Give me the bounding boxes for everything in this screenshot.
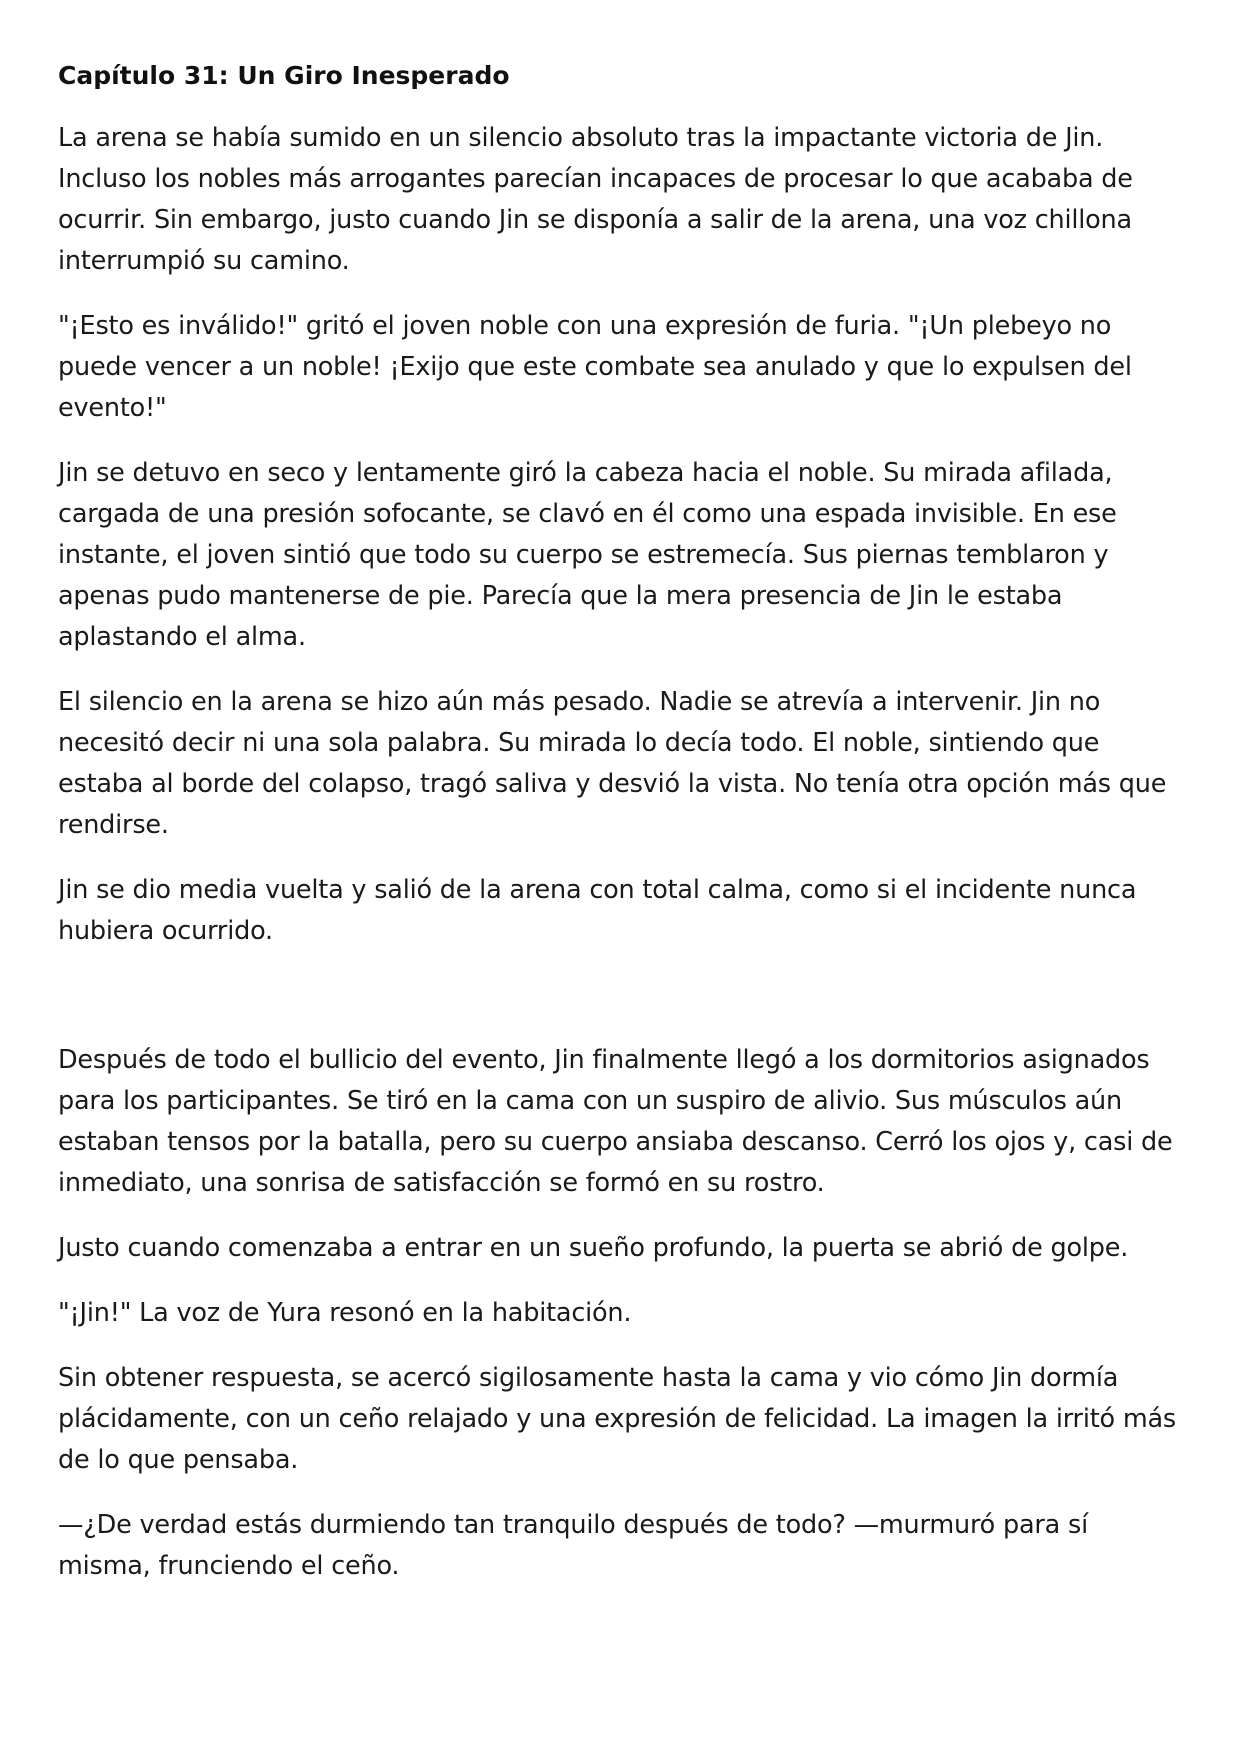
chapter-title: Capítulo 31: Un Giro Inesperado <box>58 61 510 90</box>
paragraph: —¿De verdad estás durmiendo tan tranquilo después de todo? —murmuró para sí misma, frunciendo el ceño. <box>58 1510 1088 1581</box>
paragraph: La arena se había sumido en un silencio absoluto tras la impactante victoria de Jin. Incluso los nobles más arrogantes parecían incapaces de procesar lo que acababa de ocurrir. Sin embargo, justo cuando Jin se disponía a salir de la arena, una voz chillona interrumpió su camino. <box>58 123 1133 276</box>
paragraph: Justo cuando comenzaba a entrar en un sueño profundo, la puerta se abrió de golpe. <box>58 1233 1129 1263</box>
scene-break <box>58 976 1188 1040</box>
paragraph: El silencio en la arena se hizo aún más pesado. Nadie se atrevía a intervenir. Jin no necesitó decir ni una sola palabra. Su mirada lo decía todo. El noble, sintiendo que estaba al borde del colapso, tragó saliva y desvió la vista. No tenía otra opción más que rendirse. <box>58 687 1167 840</box>
document-page <box>58 58 1188 1611</box>
paragraph: "¡Jin!" La voz de Yura resonó en la habitación. <box>58 1298 632 1328</box>
paragraph: Jin se dio media vuelta y salió de la arena con total calma, como si el incidente nunca hubiera ocurrido. <box>58 875 1137 946</box>
paragraph: "¡Esto es inválido!" gritó el joven noble con una expresión de furia. "¡Un plebeyo no puede vencer a un noble! ¡Exijo que este combate sea anulado y que lo expulsen del evento!" <box>58 311 1132 423</box>
paragraph: Jin se detuvo en seco y lentamente giró la cabeza hacia el noble. Su mirada afilada, cargada de una presión sofocante, se clavó en él como una espada invisible. En ese instante, el joven sintió que todo su cuerpo se estremecía. Sus piernas temblaron y apenas pudo mantenerse de pie. Parecía que la mera presencia de Jin le estaba aplastando el alma. <box>58 458 1117 652</box>
paragraph: Después de todo el bullicio del evento, Jin finalmente llegó a los dormitorios asignados para los participantes. Se tiró en la cama con un suspiro de alivio. Sus músculos aún estaban tensos por la batalla, pero su cuerpo ansiaba descanso. Cerró los ojos y, casi de inmediato, una sonrisa de satisfacción se formó en su rostro. <box>58 1045 1173 1198</box>
paragraph: Sin obtener respuesta, se acercó sigilosamente hasta la cama y vio cómo Jin dormía plácidamente, con un ceño relajado y una expresión de felicidad. La imagen la irritó más de lo que pensaba. <box>58 1363 1176 1475</box>
